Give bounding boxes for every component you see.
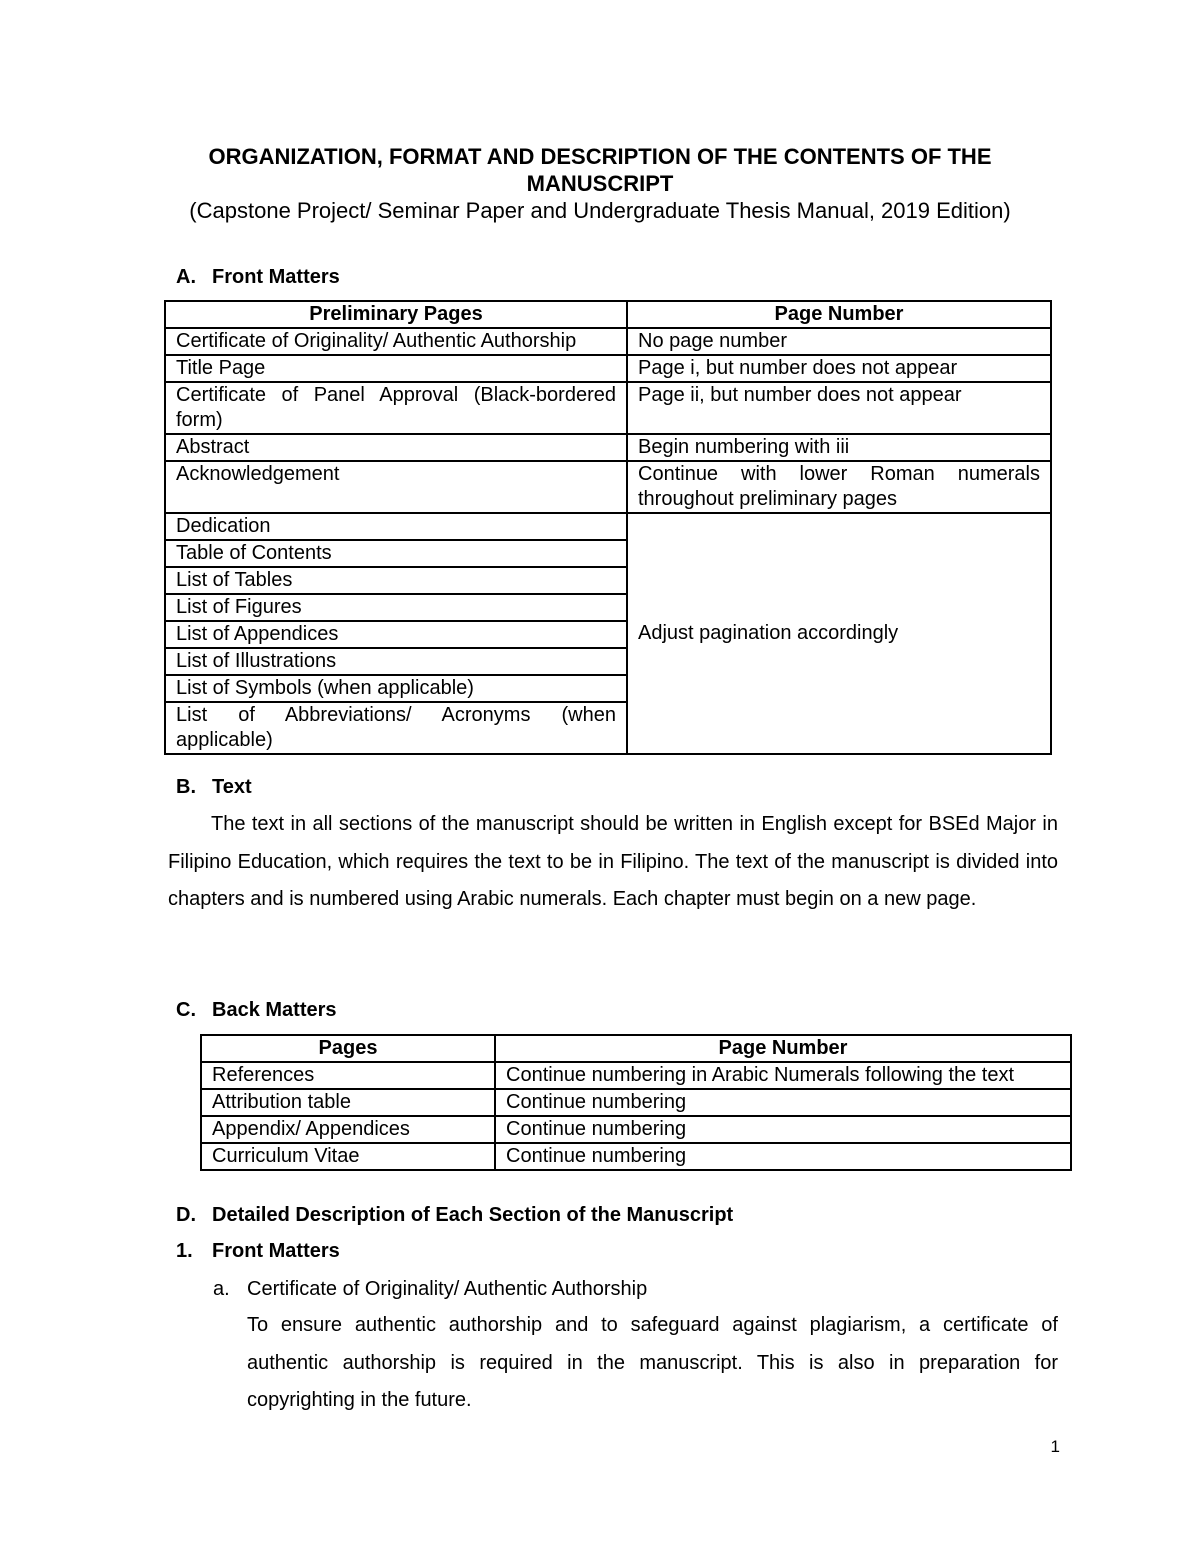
table-cell: Attribution table	[201, 1089, 495, 1116]
section-b-letter: B.	[176, 776, 196, 798]
item-a-heading	[213, 1277, 647, 1301]
section-c-letter: C.	[176, 999, 196, 1021]
column-header: Page Number	[495, 1035, 1071, 1062]
table-cell: Continue with lower Roman numerals throughout preliminary pages	[627, 461, 1051, 513]
section-b-text: The text in all sections of the manuscript should be written in English except for BSEd Major in Filipino Education, which requires the text to be in Filipino. The text of the manuscript is divided into chapters and is numbered using Arabic numerals. Each chapter must begin on a new page.	[168, 813, 1058, 910]
section-d-letter: D.	[176, 1204, 196, 1226]
table-cell: Certificate of Originality/ Authentic Authorship	[165, 328, 627, 355]
section-b-heading	[176, 775, 252, 799]
table-cell: List of Illustrations	[165, 648, 627, 675]
subsection-1-heading	[176, 1239, 340, 1263]
section-b-paragraph	[168, 806, 1058, 919]
section-a-title: Front Matters	[212, 266, 340, 288]
front-matters-table	[164, 300, 1052, 755]
table-cell: List of Appendices	[165, 621, 627, 648]
table-row	[165, 461, 1051, 513]
table-cell: Continue numbering	[495, 1143, 1071, 1170]
section-b-title: Text	[212, 776, 252, 798]
table-cell: List of Tables	[165, 567, 627, 594]
column-header: Page Number	[627, 301, 1051, 328]
subsection-1-number: 1.	[176, 1240, 193, 1262]
section-d-heading	[176, 1203, 733, 1227]
table-cell: References	[201, 1062, 495, 1089]
table-cell: List of Symbols (when applicable)	[165, 675, 627, 702]
table-header-row	[201, 1035, 1071, 1062]
column-header: Preliminary Pages	[165, 301, 627, 328]
table-cell: Table of Contents	[165, 540, 627, 567]
table-cell: List of Figures	[165, 594, 627, 621]
table-header-row	[165, 301, 1051, 328]
item-a-letter: a.	[213, 1278, 230, 1300]
item-a-title: Certificate of Originality/ Authentic Authorship	[247, 1278, 648, 1300]
section-c-heading	[176, 998, 337, 1022]
item-a-paragraph	[247, 1307, 1058, 1420]
subsection-1-title: Front Matters	[212, 1240, 340, 1262]
table-cell: Dedication	[165, 513, 627, 540]
table-cell: Appendix/ Appendices	[201, 1116, 495, 1143]
table-cell: Begin numbering with iii	[627, 434, 1051, 461]
table-cell: Page i, but number does not appear	[627, 355, 1051, 382]
table-row	[165, 328, 1051, 355]
document-title-line2: MANUSCRIPT	[526, 171, 674, 196]
column-header: Pages	[201, 1035, 495, 1062]
table-cell: No page number	[627, 328, 1051, 355]
table-cell: Title Page	[165, 355, 627, 382]
table-cell: Page ii, but number does not appear	[627, 382, 1051, 434]
table-row	[165, 382, 1051, 434]
table-cell: Acknowledgement	[165, 461, 627, 513]
table-cell: Continue numbering	[495, 1116, 1071, 1143]
table-cell: Continue numbering	[495, 1089, 1071, 1116]
table-cell-merged: Adjust pagination accordingly	[627, 513, 1051, 754]
document-subtitle: (Capstone Project/ Seminar Paper and Undergraduate Thesis Manual, 2019 Edition)	[189, 198, 1011, 223]
back-matters-table	[200, 1034, 1072, 1171]
table-row	[201, 1062, 1071, 1089]
section-a-letter: A.	[176, 266, 196, 288]
table-cell: Certificate of Panel Approval (Black-bordered form)	[165, 382, 627, 434]
table-cell: List of Abbreviations/ Acronyms (when applicable)	[165, 702, 627, 754]
table-row	[165, 513, 1051, 540]
document-title-line1: ORGANIZATION, FORMAT AND DESCRIPTION OF THE CONTENTS OF THE	[208, 144, 992, 169]
table-cell: Abstract	[165, 434, 627, 461]
table-row	[165, 434, 1051, 461]
table-row	[201, 1089, 1071, 1116]
table-row	[165, 355, 1051, 382]
section-c-title: Back Matters	[212, 999, 337, 1021]
item-a-text: To ensure authentic authorship and to safeguard against plagiarism, a certificate of authentic authorship is required in the manuscript. This is also in preparation for copyrighting in the future.	[247, 1314, 1058, 1411]
section-a-heading	[176, 265, 340, 289]
table-row	[201, 1143, 1071, 1170]
table-cell: Continue numbering in Arabic Numerals following the text	[495, 1062, 1071, 1089]
table-row	[201, 1116, 1071, 1143]
section-d-title: Detailed Description of Each Section of the Manuscript	[212, 1204, 734, 1226]
table-cell: Curriculum Vitae	[201, 1143, 495, 1170]
page-number: 1	[1050, 1437, 1060, 1456]
